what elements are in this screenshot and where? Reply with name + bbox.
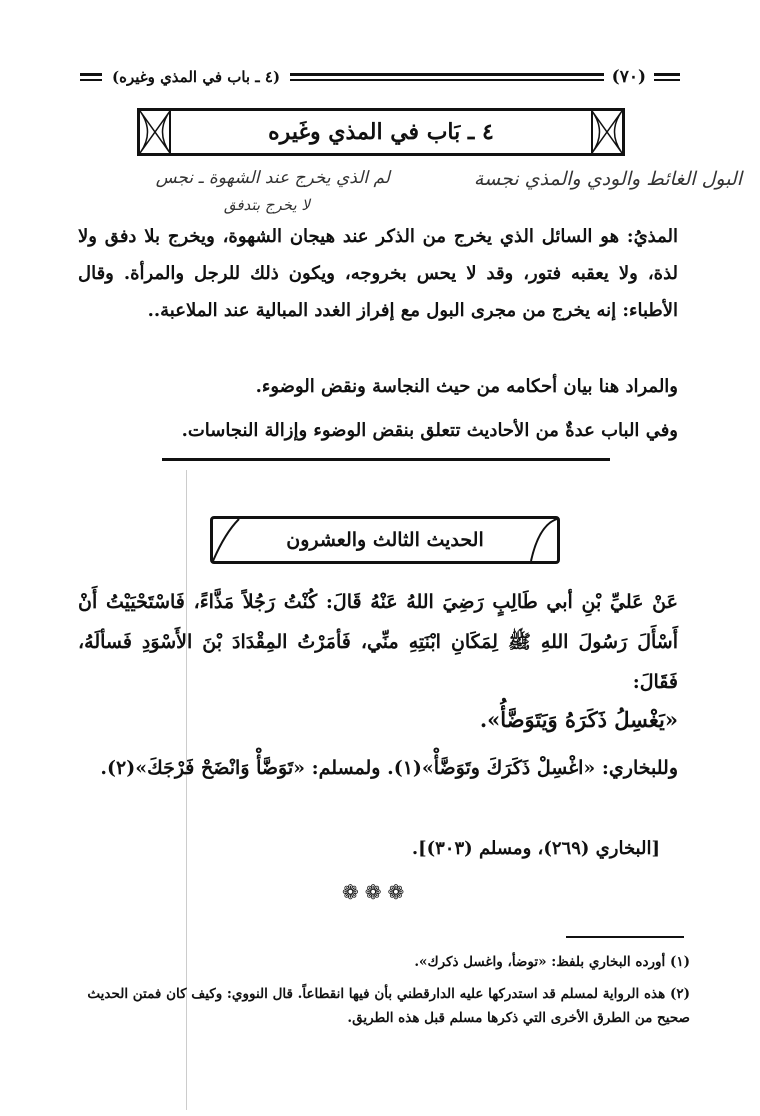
ornament-stars: ❁❁❁ — [342, 880, 411, 904]
bukhari-muslim-variants: وللبخاري: «اغْسِلْ ذَكَرَكَ وتَوَضَّأْ»(١). ولمسلم: «تَوَضَّأْ وَانْضَحْ فَرْجَكَ»(٢). — [100, 757, 678, 779]
footnote-1: (١) أورده البخاري بلفظ: «توضأ، واغسل ذكرك». — [414, 954, 690, 970]
scan-margin-marks — [0, 470, 30, 590]
footnote-separator — [566, 936, 684, 938]
header-rule-middle — [290, 73, 604, 81]
hadith-references: [البخاري (٢٦٩)، ومسلم (٣٠٣)]. — [411, 838, 660, 859]
running-header — [80, 64, 680, 90]
title-box-ornament — [140, 111, 622, 153]
intro-paragraph-3: وفي الباب عدةٌ من الأحاديث تتعلق بنقض الوضوء وإزالة النجاسات. — [181, 420, 678, 441]
running-title: (٤ ـ باب في المذي وغيره) — [112, 68, 281, 86]
handwritten-note-3: لا يخرج بتدفق — [223, 196, 310, 214]
header-rule-left — [80, 73, 102, 81]
hadith-heading: الحديث الثالث والعشرون — [286, 529, 484, 551]
handwritten-note-1: البول الغائط والودي والمذي نجسة — [473, 168, 742, 190]
hadith-heading-box — [210, 516, 560, 564]
chapter-title-box — [137, 108, 625, 156]
handwritten-note-2: لم الذي يخرج عند الشهوة ـ نجس — [155, 168, 390, 188]
hadith-quote: «يَغْسِلُ ذَكَرَهُ وَيَتَوَضَّأُ». — [479, 707, 678, 732]
section-divider — [162, 458, 610, 461]
intro-paragraph-1: المذيُ: هو السائل الذي يخرج من الذكر عند هيجان الشهوة، ويخرج بلا دفق ولا لذة، ولا يعقبه فتور، وقد لا يحس بخروجه، ويكون ذلك للرجل والمرأة. وقال الأطباء: إنه يخرج من مجرى البول مع إفراز الغدد المبالية عند الملاعبة.. — [78, 226, 678, 321]
chapter-title: ٤ ـ بَاب في المذي وغَيره — [268, 119, 494, 145]
hadith-text: عَنْ عَليِّ بْنِ أبي طَالِبٍ رَضِيَ اللهُ عَنْهُ قَالَ: كُنْتُ رَجُلاً مَذَّاءً، فَاسْتَحْيَيْتُ أَنْ أَسْأَلَ رَسُولَ اللهِ ﷺ لِمَكَانِ ابْنَتِهِ منِّي، فَأمَرْتُ المِقْدَادَ بْنَ الأَسْوَدِ فَسألَهُ، فَقَالَ: — [78, 591, 678, 693]
hadith-box-ornament — [213, 519, 557, 561]
page-number: (٧٠) — [611, 67, 646, 87]
footnote-2: (٢) هذه الرواية لمسلم قد استدركها عليه الدارقطني بأن فيها انقطاعاً. قال النووي: وكيف كان فمتن الحديث صحيح من الطرق الأخرى التي ذكرها مسلم قبل هذه الطريق. — [87, 986, 690, 1026]
header-rule-right — [654, 73, 680, 81]
intro-paragraph-2: والمراد هنا بيان أحكامه من حيث النجاسة ونقض الوضوء. — [255, 376, 678, 397]
